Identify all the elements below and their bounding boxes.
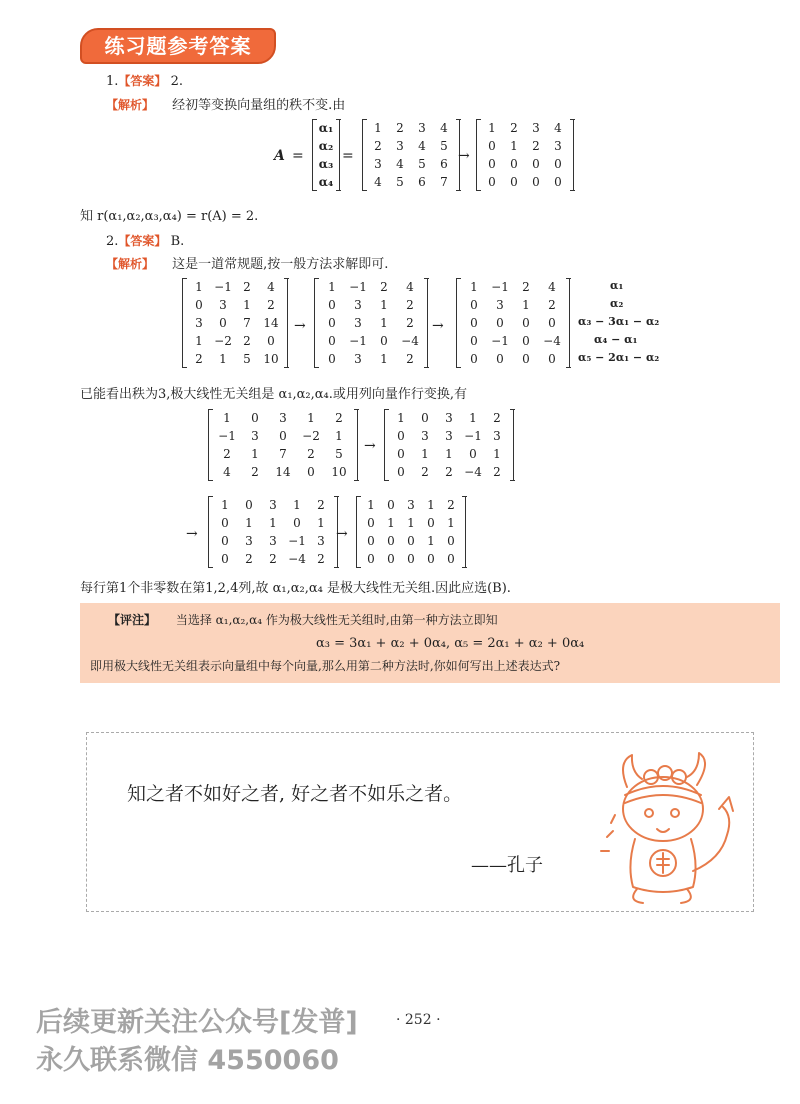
matrix-cell: 1 [522,298,530,312]
matrix-cell: 1 [243,298,251,312]
transform-arrow: → [336,526,348,542]
q1-conclusion: 知 r(α₁,α₂,α₃,α₄) = r(A) = 2. [80,209,259,224]
matrix-cell: 2 [406,298,414,312]
note-line-1 [108,611,498,629]
matrix-cell: 2 [245,552,253,566]
matrix-cell: 4 [418,139,426,153]
matrix-cell: 0 [219,316,227,330]
matrix-cell: 0 [293,516,301,530]
q1-matrix-1 [362,119,460,191]
transform-arrow: → [364,438,376,454]
matrix-cell: 2 [447,498,455,512]
matrix-cell: 0 [367,534,375,548]
matrix-cell: 7 [243,316,251,330]
matrix-cell: 3 [421,429,429,443]
row-operation-label: α₃ − 3α₁ − α₂ [578,315,660,328]
matrix-cell: 3 [195,316,203,330]
matrix-cell: 0 [387,534,395,548]
q1-analysis-text: 经初等变换向量组的秩不变.由 [172,98,346,113]
matrix-cell: 2 [493,465,501,479]
matrix-cell: 0 [397,465,405,479]
matrix-cell: 0 [470,298,478,312]
matrix-cell: −1 [218,429,236,443]
matrix-cell: 1 [195,334,203,348]
matrix-cell: 0 [470,352,478,366]
q2-text2: 已能看出秩为3,极大线性无关组是 α₁,α₂,α₄.或用列向量作行变换,有 [80,387,468,402]
matrix-cell: 10 [263,352,279,366]
matrix-cell: 4 [223,465,231,479]
matrix-cell: 3 [317,534,325,548]
matrix-cell: 1 [427,498,435,512]
quote-box [86,732,754,912]
quote-text: 知之者不如好之者, 好之者不如乐之者。 [127,783,463,805]
matrix-cell: 0 [496,316,504,330]
matrix-cell: 0 [488,157,496,171]
matrix-cell: 1 [510,139,518,153]
matrix-cell: 4 [267,280,275,294]
matrix-cell: 3 [245,534,253,548]
matrix-cell: 1 [445,447,453,461]
matrix-cell: 0 [488,175,496,189]
matrix-cell: 0 [328,298,336,312]
matrix-cell: 0 [407,552,415,566]
vector-cell: α₁ [318,121,334,135]
transform-arrow: → [186,526,198,542]
matrix-cell: 3 [354,298,362,312]
row-operation-label: α₁ [610,279,624,292]
matrix-cell: 0 [380,334,388,348]
matrix-cell: 0 [279,429,287,443]
matrix-cell: 7 [279,447,287,461]
matrix-cell: 2 [243,334,251,348]
matrix-cell: 2 [267,298,275,312]
matrix-cell: 2 [307,447,315,461]
matrix-cell: 6 [440,157,448,171]
cartoon-mascot-icon [587,747,747,905]
matrix-cell: 2 [374,139,382,153]
matrix-cell: 2 [548,298,556,312]
matrix-cell: 3 [251,429,259,443]
matrix-cell: 0 [421,411,429,425]
matrix-cell: 14 [275,465,291,479]
matrix-cell: 6 [418,175,426,189]
matrix-cell: 3 [269,498,277,512]
matrix-cell: 1 [367,498,375,512]
matrix-cell: 0 [447,534,455,548]
matrix-cell: 0 [496,352,504,366]
matrix-cell: 1 [421,447,429,461]
matrix-cell: 0 [367,552,375,566]
matrix-cell: 0 [367,516,375,530]
matrix-cell: 2 [251,465,259,479]
q1-analysis-line [106,96,345,115]
matrix-cell: 1 [380,352,388,366]
matrix-cell: 0 [407,534,415,548]
matrix-cell: 2 [269,552,277,566]
matrix-cell: 1 [470,280,478,294]
matrix-cell: 1 [328,280,336,294]
matrix-cell: 3 [554,139,562,153]
matrix-cell: 4 [554,121,562,135]
q2-analysis-line [106,255,388,274]
matrix-cell: 3 [445,429,453,443]
matrix-cell: 1 [447,516,455,530]
matrix-cell: 0 [470,334,478,348]
matrix-cell: 0 [251,411,259,425]
matrix-cell: 3 [396,139,404,153]
matrix-cell: 1 [307,411,315,425]
q1-analysis-tag: 【解析】 [106,98,155,112]
matrix-cell: 3 [269,534,277,548]
matrix-cell: 2 [317,498,325,512]
matrix-cell: 2 [522,280,530,294]
q1-answer-line [106,72,183,91]
matrix-cell: 3 [354,316,362,330]
matrix-cell: −4 [401,334,419,348]
matrix-cell: 2 [195,352,203,366]
matrix-cell: 2 [406,316,414,330]
transform-arrow: → [432,318,444,334]
matrix-cell: 5 [440,139,448,153]
matrix-cell: 1 [195,280,203,294]
matrix-cell: 1 [488,121,496,135]
matrix-cell: −2 [302,429,320,443]
q1-answer: 2. [170,74,183,89]
matrix-cell: −1 [464,429,482,443]
q2-col-matrix-4 [356,496,466,568]
matrix-cell: 3 [493,429,501,443]
matrix-cell: 4 [440,121,448,135]
matrix-cell: 0 [328,334,336,348]
matrix-cell: 0 [532,157,540,171]
matrix-cell: 0 [532,175,540,189]
note-box [80,603,780,683]
matrix-cell: 1 [380,316,388,330]
equals-sign: = [292,148,304,164]
q2-analysis-text: 这是一道常规题,按一般方法求解即可. [172,257,389,272]
matrix-cell: −1 [288,534,306,548]
watermark-line-2: 永久联系微信 4550060 [36,1045,339,1076]
matrix-cell: 0 [522,334,530,348]
matrix-cell: 0 [195,298,203,312]
matrix-cell: 2 [493,411,501,425]
matrix-cell: −4 [288,552,306,566]
page-number: · 252 · [396,1012,441,1028]
matrix-cell: −1 [349,334,367,348]
matrix-cell: 1 [335,429,343,443]
matrix-cell: 7 [440,175,448,189]
matrix-cell: 0 [554,175,562,189]
matrix-cell: 1 [221,498,229,512]
q2-answer-tag: 【答案】 [118,234,167,248]
q2-text3: 每行第1个非零数在第1,2,4列,故 α₁,α₂,α₄ 是极大线性无关组.因此应选(B). [80,581,511,596]
matrix-cell: 0 [548,316,556,330]
matrix-cell: 0 [328,316,336,330]
matrix-cell: 0 [307,465,315,479]
matrix-cell: 3 [407,498,415,512]
matrix-cell: 1 [387,516,395,530]
matrix-cell: 3 [496,298,504,312]
q2-answer: B. [170,234,185,249]
matrix-cell: −1 [349,280,367,294]
matrix-cell: −1 [491,334,509,348]
matrix-cell: 1 [245,516,253,530]
matrix-cell: 1 [219,352,227,366]
matrix-cell: 3 [418,121,426,135]
matrix-cell: 0 [221,552,229,566]
matrix-cell: 2 [380,280,388,294]
matrix-cell: −2 [214,334,232,348]
watermark-line-1: 后续更新关注公众号[发普] [36,1007,358,1038]
vector-cell: α₄ [318,175,334,189]
matrix-cell: 0 [522,316,530,330]
quote-author: ——孔子 [471,855,543,876]
matrix-cell: 1 [427,534,435,548]
q2-col-matrix-3 [208,496,338,568]
matrix-cell: 2 [396,121,404,135]
matrix-cell: 0 [447,552,455,566]
row-operation-label: α₂ [610,297,624,310]
matrix-cell: 1 [223,411,231,425]
matrix-cell: 2 [532,139,540,153]
q1-answer-tag: 【答案】 [118,74,167,88]
matrix-cell: 0 [267,334,275,348]
matrix-cell: 0 [221,516,229,530]
transform-arrow: → [458,148,470,164]
matrix-cell: 0 [397,429,405,443]
q1-column-vector [312,119,340,191]
q2-matrix-2 [314,278,428,368]
matrix-cell: 4 [396,157,404,171]
matrix-a-symbol: A [274,148,285,164]
matrix-cell: 2 [223,447,231,461]
matrix-cell: 0 [548,352,556,366]
matrix-cell: 0 [510,157,518,171]
q2-col-matrix-1 [208,409,358,481]
note-line-3: 即用极大线性无关组表示向量组中每个向量,那么用第二种方法时,你如何写出上述表达式? [90,659,561,673]
matrix-cell: 5 [396,175,404,189]
q2-matrix-3 [456,278,570,368]
matrix-cell: −1 [491,280,509,294]
matrix-cell: 3 [374,157,382,171]
matrix-cell: 1 [469,411,477,425]
matrix-cell: 0 [554,157,562,171]
row-operation-label: α₄ − α₁ [594,333,638,346]
matrix-cell: 3 [354,352,362,366]
matrix-cell: 2 [317,552,325,566]
matrix-cell: 0 [469,447,477,461]
q2-col-matrix-2 [384,409,514,481]
matrix-cell: 2 [510,121,518,135]
matrix-cell: 0 [427,516,435,530]
matrix-cell: 5 [243,352,251,366]
matrix-cell: 1 [374,121,382,135]
matrix-cell: 1 [380,298,388,312]
matrix-cell: 4 [548,280,556,294]
matrix-cell: 0 [470,316,478,330]
q2-analysis-tag: 【解析】 [106,257,155,271]
matrix-cell: 14 [263,316,279,330]
matrix-cell: 1 [293,498,301,512]
matrix-cell: 0 [510,175,518,189]
q2-number: 2. [106,234,119,249]
matrix-cell: 0 [488,139,496,153]
matrix-cell: 5 [335,447,343,461]
matrix-cell: 0 [387,552,395,566]
matrix-cell: 1 [493,447,501,461]
matrix-cell: 10 [331,465,347,479]
matrix-cell: 3 [219,298,227,312]
matrix-cell: 1 [269,516,277,530]
q1-number: 1. [106,74,119,89]
matrix-cell: 1 [317,516,325,530]
q2-matrix-1 [182,278,288,368]
matrix-cell: 2 [335,411,343,425]
matrix-cell: −4 [543,334,561,348]
q2-answer-line [106,232,184,251]
vector-cell: α₂ [318,139,334,153]
q1-matrix-2 [476,119,574,191]
matrix-cell: 1 [407,516,415,530]
matrix-cell: 0 [427,552,435,566]
matrix-cell: 3 [445,411,453,425]
section-title: 练习题参考答案 [80,28,276,64]
matrix-cell: 2 [445,465,453,479]
matrix-cell: 2 [243,280,251,294]
matrix-cell: 3 [279,411,287,425]
matrix-cell: 3 [532,121,540,135]
matrix-cell: 1 [251,447,259,461]
matrix-cell: 0 [387,498,395,512]
note-line-2: α₃ = 3α₁ + α₂ + 0α₄, α₅ = 2α₁ + α₂ + 0α₄ [316,636,585,651]
matrix-cell: 2 [421,465,429,479]
matrix-cell: 0 [522,352,530,366]
matrix-cell: 0 [328,352,336,366]
matrix-cell: 4 [406,280,414,294]
equals-sign: = [342,148,354,164]
matrix-cell: 4 [374,175,382,189]
matrix-cell: −1 [214,280,232,294]
matrix-cell: 0 [221,534,229,548]
matrix-cell: 1 [397,411,405,425]
matrix-cell: 5 [418,157,426,171]
matrix-cell: 0 [397,447,405,461]
note-tag: 【评注】 [108,613,157,627]
note-text-1: 当选择 α₁,α₂,α₄ 作为极大线性无关组时,由第一种方法立即知 [175,613,498,627]
transform-arrow: → [294,318,306,334]
vector-cell: α₃ [318,157,334,171]
matrix-cell: −4 [464,465,482,479]
matrix-cell: 2 [406,352,414,366]
row-operation-label: α₅ − 2α₁ − α₂ [578,351,660,364]
matrix-cell: 0 [245,498,253,512]
